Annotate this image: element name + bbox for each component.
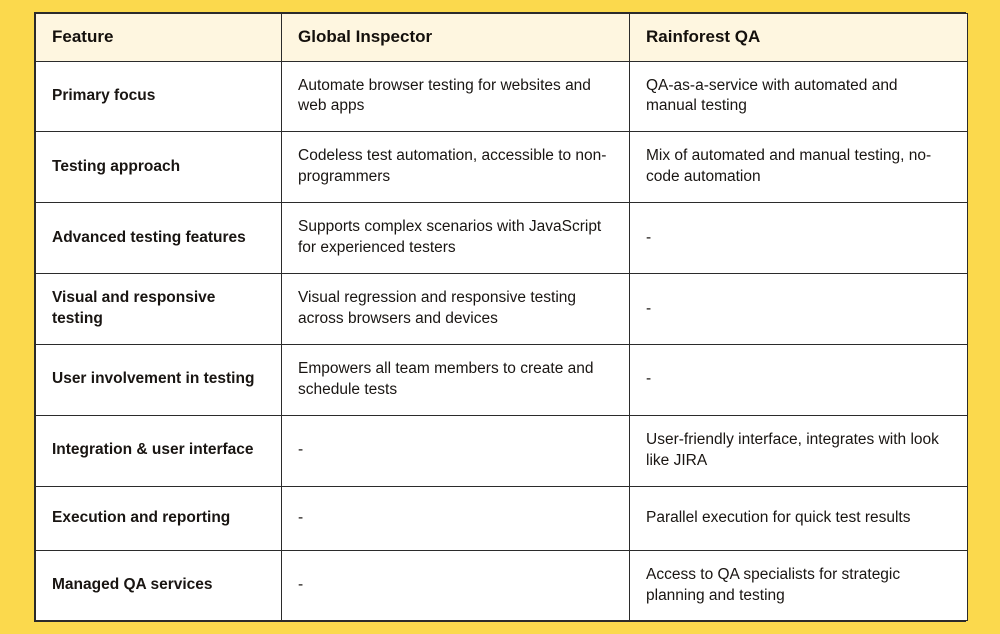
cell-rainforest-qa: QA-as-a-service with automated and manual testing: [630, 61, 968, 132]
cell-rainforest-qa: -: [630, 203, 968, 274]
cell-feature: Managed QA services: [36, 550, 282, 621]
cell-global-inspector: -: [282, 486, 630, 550]
column-header-global-inspector: Global Inspector: [282, 13, 630, 61]
column-header-feature: Feature: [36, 13, 282, 61]
table-row: [36, 344, 968, 415]
cell-feature: Primary focus: [36, 61, 282, 132]
cell-rainforest-qa: Mix of automated and manual testing, no-code automation: [630, 132, 968, 203]
table-row: [36, 486, 968, 550]
cell-global-inspector: Empowers all team members to create and schedule tests: [282, 344, 630, 415]
table-body: [36, 61, 968, 621]
cell-rainforest-qa: Parallel execution for quick test results: [630, 486, 968, 550]
cell-global-inspector: Automate browser testing for websites and web apps: [282, 61, 630, 132]
table-row: [36, 132, 968, 203]
cell-global-inspector: -: [282, 550, 630, 621]
cell-feature: Testing approach: [36, 132, 282, 203]
cell-feature: User involvement in testing: [36, 344, 282, 415]
table-header-row: [36, 13, 968, 61]
table-row: [36, 550, 968, 621]
table-row: [36, 61, 968, 132]
comparison-table-container: [34, 12, 966, 623]
comparison-table: [35, 13, 968, 622]
cell-feature: Integration & user interface: [36, 415, 282, 486]
cell-rainforest-qa: -: [630, 274, 968, 345]
cell-rainforest-qa: Access to QA specialists for strategic planning and testing: [630, 550, 968, 621]
cell-feature: Visual and responsive testing: [36, 274, 282, 345]
cell-rainforest-qa: -: [630, 344, 968, 415]
table-header: [36, 13, 968, 61]
cell-rainforest-qa: User-friendly interface, integrates with look like JIRA: [630, 415, 968, 486]
cell-global-inspector: Supports complex scenarios with JavaScript for experienced testers: [282, 203, 630, 274]
table-row: [36, 203, 968, 274]
column-header-rainforest-qa: Rainforest QA: [630, 13, 968, 61]
table-row: [36, 274, 968, 345]
cell-global-inspector: Visual regression and responsive testing across browsers and devices: [282, 274, 630, 345]
cell-global-inspector: Codeless test automation, accessible to non-programmers: [282, 132, 630, 203]
cell-feature: Advanced testing features: [36, 203, 282, 274]
table-row: [36, 415, 968, 486]
cell-global-inspector: -: [282, 415, 630, 486]
cell-feature: Execution and reporting: [36, 486, 282, 550]
